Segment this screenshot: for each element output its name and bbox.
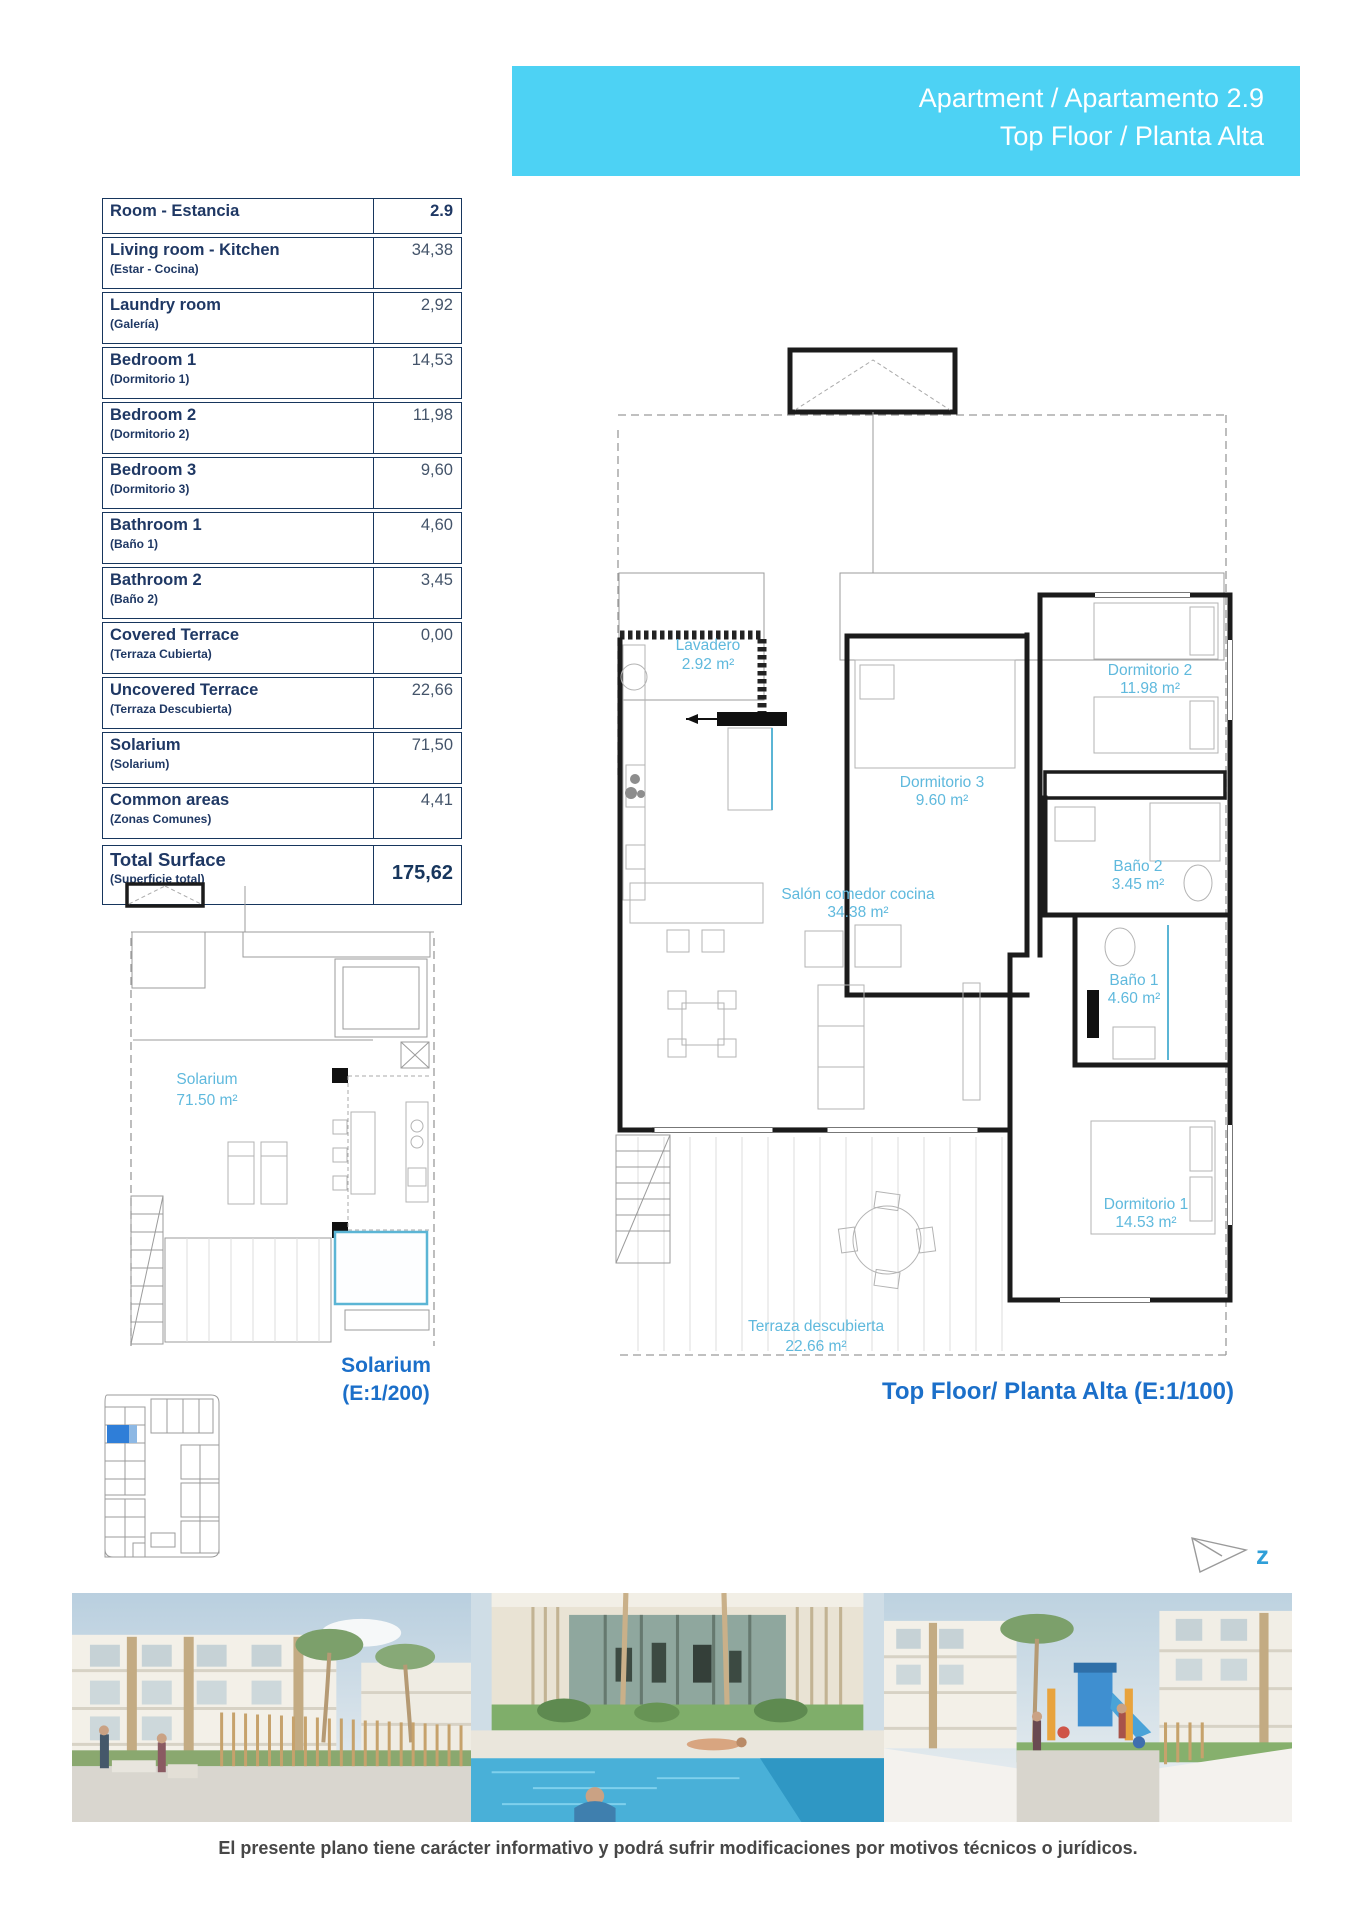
north-indicator xyxy=(1188,1534,1288,1578)
room-area-dormitorio-3: 9.60 m² xyxy=(915,792,969,809)
room-area-dormitorio-1: 14.53 m² xyxy=(1115,1214,1177,1231)
table-row xyxy=(102,732,462,784)
row-value: 22,66 xyxy=(373,678,461,728)
room-area-bano-2: 3.45 m² xyxy=(1111,876,1165,893)
table-row xyxy=(102,567,462,619)
row-label: Bathroom 2 xyxy=(110,571,202,589)
north-letter: z xyxy=(1256,1540,1269,1570)
row-label: Uncovered Terrace xyxy=(110,681,259,699)
highlighted-unit xyxy=(107,1425,129,1443)
total-sublabel: (Superficie total) xyxy=(110,872,205,887)
row-value: 4,41 xyxy=(373,788,461,838)
row-sublabel: (Dormitorio 1) xyxy=(110,371,190,386)
table-row xyxy=(102,787,462,839)
apartment-title: Apartment / Apartamento 2.9 xyxy=(918,83,1264,113)
row-sublabel: (Terraza Descubierta) xyxy=(110,701,232,716)
room-area-terraza: 22.66 m² xyxy=(785,1338,847,1355)
row-sublabel: (Estar - Cocina) xyxy=(110,261,199,276)
row-sublabel: (Solarium) xyxy=(110,756,170,771)
row-label: Bedroom 3 xyxy=(110,461,197,479)
room-label-dormitorio-3: Dormitorio 3 xyxy=(899,774,985,791)
room-label-lavadero: Lavadero xyxy=(675,637,741,654)
total-value: 175,62 xyxy=(373,846,461,904)
row-value: 2,92 xyxy=(373,293,461,343)
room-label-solarium: Solarium xyxy=(176,1071,238,1088)
row-label: Bathroom 1 xyxy=(110,516,202,534)
row-label: Laundry room xyxy=(110,296,221,314)
table-row xyxy=(102,622,462,674)
row-value: 34,38 xyxy=(373,238,461,288)
total-label: Total Surface xyxy=(110,849,226,870)
row-sublabel: (Galería) xyxy=(110,316,159,331)
row-sublabel: (Dormitorio 3) xyxy=(110,481,190,496)
row-value: 71,50 xyxy=(373,733,461,783)
render-photo-playground xyxy=(884,1593,1292,1822)
solarium-drawing xyxy=(95,880,475,1350)
surface-table xyxy=(102,198,462,905)
table-header-row xyxy=(102,198,462,234)
table-row xyxy=(102,237,462,289)
solarium-plan xyxy=(95,880,475,1350)
row-value: 14,53 xyxy=(373,348,461,398)
row-label: Living room - Kitchen xyxy=(110,241,280,259)
render-photo-exterior xyxy=(72,1593,471,1822)
table-header-label: Room - Estancia xyxy=(110,202,240,220)
room-label-salon: Salón comedor cocina xyxy=(781,886,935,903)
floor-plan-drawing xyxy=(590,335,1290,1365)
row-value: 11,98 xyxy=(373,403,461,453)
row-sublabel: (Zonas Comunes) xyxy=(110,811,212,826)
table-row xyxy=(102,402,462,454)
row-label: Bedroom 2 xyxy=(110,406,197,424)
row-value: 0,00 xyxy=(373,623,461,673)
table-row xyxy=(102,292,462,344)
row-sublabel: (Dormitorio 2) xyxy=(110,426,190,441)
disclaimer-text: El presente plano tiene carácter informativo y podrá sufrir modificaciones por motivos técnicos o jurídicos. xyxy=(218,1838,1138,1858)
row-sublabel: (Baño 2) xyxy=(110,591,158,606)
solarium-caption xyxy=(306,1352,466,1409)
render-photo-pool-gym xyxy=(471,1593,884,1822)
row-label: Common areas xyxy=(110,791,230,809)
row-value: 4,60 xyxy=(373,513,461,563)
row-label: Bedroom 1 xyxy=(110,351,197,369)
room-label-terraza: Terraza descubierta xyxy=(747,1318,885,1335)
row-value: 3,45 xyxy=(373,568,461,618)
room-area-bano-1: 4.60 m² xyxy=(1107,990,1161,1007)
row-label: Solarium xyxy=(110,736,181,754)
room-label-bano-1: Baño 1 xyxy=(1109,972,1159,989)
room-label-dormitorio-1: Dormitorio 1 xyxy=(1103,1196,1189,1213)
row-value: 9,60 xyxy=(373,458,461,508)
solarium-caption-line2: (E:1/200) xyxy=(342,1382,430,1406)
site-key-plan xyxy=(93,1385,238,1565)
table-header-value: 2.9 xyxy=(373,199,461,233)
header-banner xyxy=(512,66,1300,176)
main-plan-caption: Top Floor/ Planta Alta (E:1/100) xyxy=(881,1378,1234,1405)
room-area-dormitorio-2: 11.98 m² xyxy=(1119,680,1181,697)
row-sublabel: (Terraza Cubierta) xyxy=(110,646,212,661)
table-row xyxy=(102,347,462,399)
table-row xyxy=(102,677,462,729)
floor-plan-top-floor xyxy=(590,335,1290,1365)
solarium-caption-line1: Solarium xyxy=(341,1354,431,1377)
row-sublabel: (Baño 1) xyxy=(110,536,158,551)
room-area-lavadero: 2.92 m² xyxy=(681,656,735,673)
room-area-salon: 34.38 m² xyxy=(827,904,889,921)
room-label-dormitorio-2: Dormitorio 2 xyxy=(1107,662,1193,679)
table-row xyxy=(102,512,462,564)
room-label-bano-2: Baño 2 xyxy=(1113,858,1163,875)
floor-subtitle: Top Floor / Planta Alta xyxy=(999,120,1264,151)
table-row xyxy=(102,457,462,509)
row-label: Covered Terrace xyxy=(110,626,240,644)
room-area-solarium: 71.50 m² xyxy=(176,1092,238,1109)
